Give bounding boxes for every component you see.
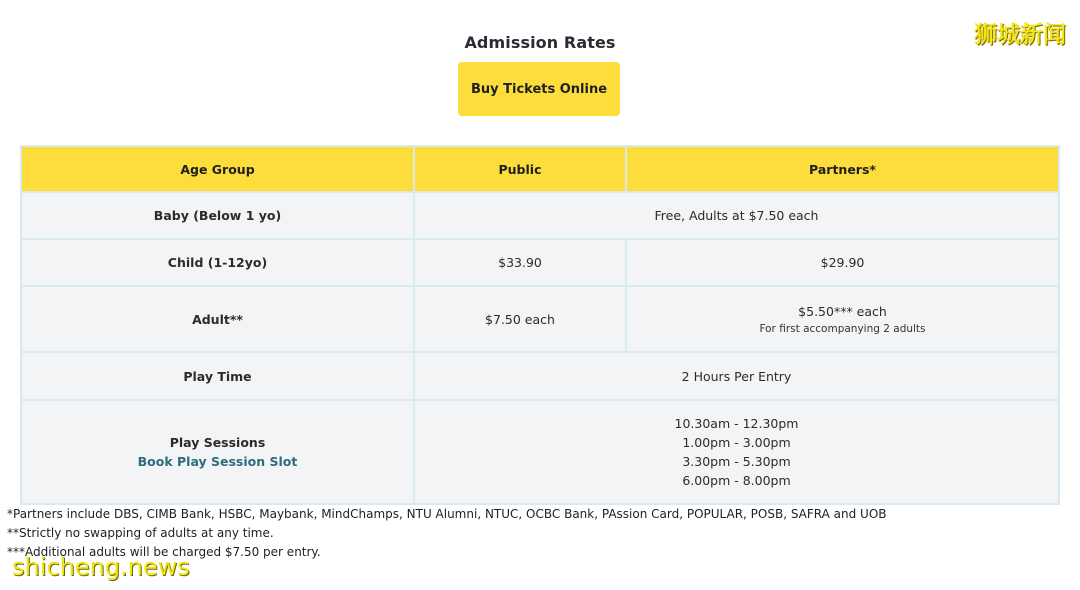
table-row-adult xyxy=(21,286,1059,352)
session-slot: 6.00pm - 8.00pm xyxy=(682,473,791,488)
session-slot: 3.30pm - 5.30pm xyxy=(682,454,791,469)
buy-tickets-button[interactable]: Buy Tickets Online xyxy=(458,62,620,116)
age-group-adult: Adult** xyxy=(21,286,414,352)
table-header-row xyxy=(21,146,1059,192)
watermark-english: shicheng.news xyxy=(12,553,190,581)
footnote-partners: *Partners include DBS, CIMB Bank, HSBC, Maybank, MindChamps, NTU Alumni, NTUC, OCBC Bank, PAssion Card, POPULAR, POSB, SAFRA and UOB xyxy=(7,507,887,521)
column-header-partners: Partners* xyxy=(626,146,1059,192)
footnote-no-swapping: **Strictly no swapping of adults at any time. xyxy=(7,526,274,540)
adult-public-price: $7.50 each xyxy=(414,286,626,352)
child-public-price: $33.90 xyxy=(414,239,626,286)
age-group-child: Child (1-12yo) xyxy=(21,239,414,286)
adult-partners-price: $5.50*** each xyxy=(798,303,887,319)
play-time-label: Play Time xyxy=(21,352,414,400)
play-time-value: 2 Hours Per Entry xyxy=(414,352,1059,400)
baby-price: Free, Adults at $7.50 each xyxy=(414,192,1059,239)
watermark-chinese: 狮城新闻 xyxy=(974,22,1066,48)
adult-partners-note: For first accompanying 2 adults xyxy=(759,322,926,335)
table-row-child xyxy=(21,239,1059,286)
column-header-age-group: Age Group xyxy=(21,146,414,192)
page-title: Admission Rates xyxy=(464,33,616,52)
child-partners-price: $29.90 xyxy=(626,239,1059,286)
book-play-session-link[interactable]: Book Play Session Slot xyxy=(137,454,298,469)
table-row-play-time xyxy=(21,352,1059,400)
session-slot: 10.30am - 12.30pm xyxy=(674,416,799,431)
play-sessions-label: Play Sessions xyxy=(169,435,266,450)
adult-partners-cell xyxy=(626,286,1059,352)
play-session-slots xyxy=(414,400,1059,504)
table-row-baby xyxy=(21,192,1059,239)
table-row-play-sessions xyxy=(21,400,1059,504)
session-slot: 1.00pm - 3.00pm xyxy=(682,435,791,450)
column-header-public: Public xyxy=(414,146,626,192)
footnote-additional-adults: ***Additional adults will be charged $7.50 per entry. xyxy=(7,545,321,559)
admission-rates-table xyxy=(20,145,1060,505)
age-group-baby: Baby (Below 1 yo) xyxy=(21,192,414,239)
play-sessions-cell xyxy=(21,400,414,504)
